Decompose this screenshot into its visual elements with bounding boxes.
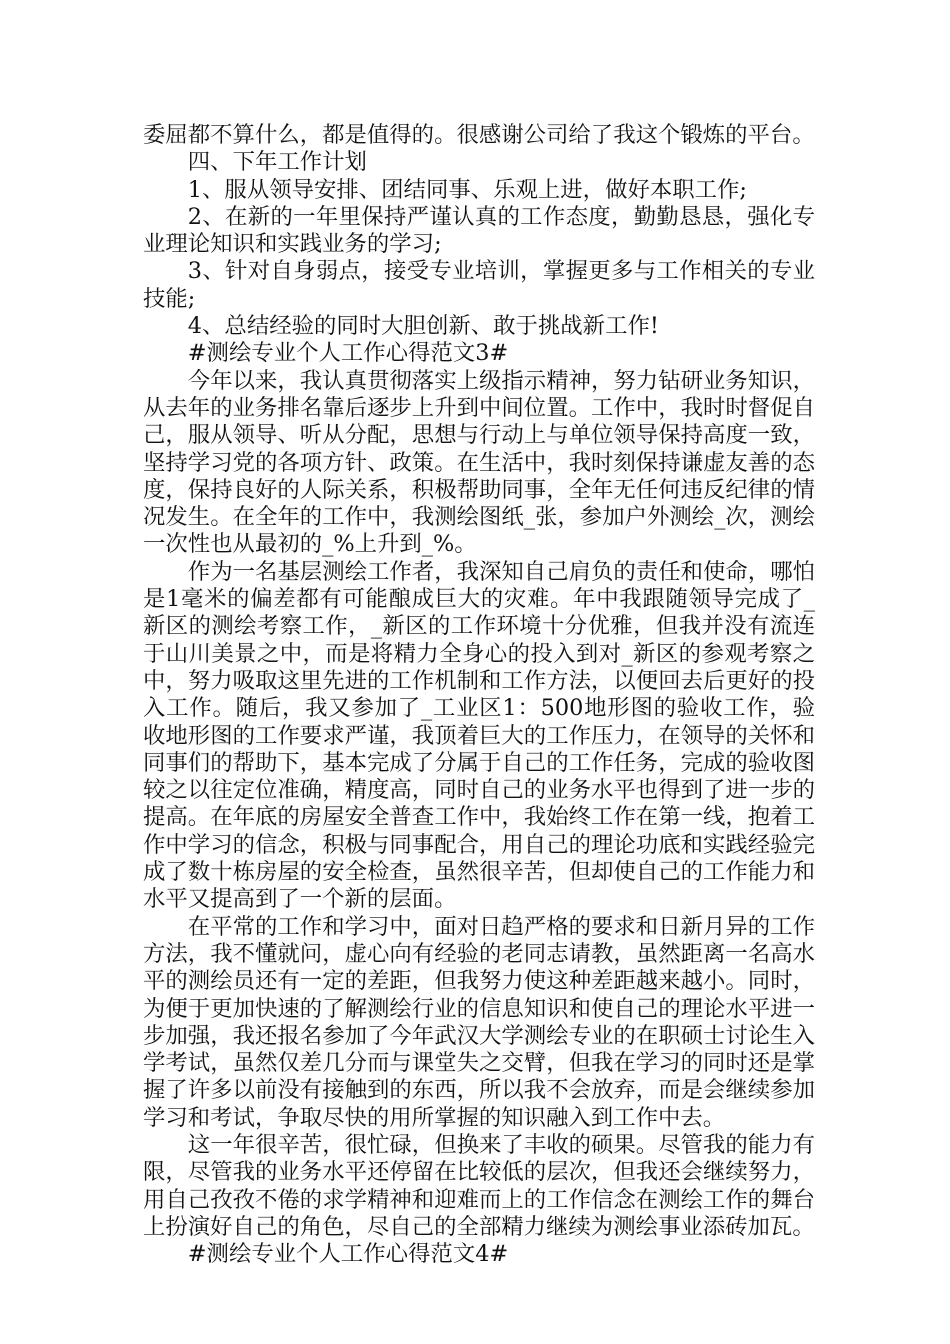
article-title-4: #测绘专业个人工作心得范文4# — [187, 1241, 509, 1268]
body-paragraph: 今年以来，我认真贯彻落实上级指示精神，努力钻研业务知识，从去年的业务排名靠后逐步上升到中间位置。工作中，我时时督促自己，服从领导、听从分配，思想与行动上与单位领导保持高度一致，坚持学习党的各项方针、政策。在生活中，我时刻保持谦虚友善的态度，保持良好的人际关系，积极帮助同事，全年无任何违反纪律的情况发生。在全年的工作中，我测绘图纸_张，参加户外测绘_次，测绘一次性也从最初的_%上升到_%。 — [143, 367, 815, 558]
plan-item: 2、在新的一年里保持严谨认真的工作态度，勤勤恳恳，强化专业理论知识和实践业务的学习; — [143, 203, 815, 258]
paragraph-continuation: 委屈都不算什么，都是值得的。很感谢公司给了我这个锻炼的平台。 — [143, 122, 815, 148]
body-paragraph: 作为一名基层测绘工作者，我深知自己肩负的责任和使命，哪怕是1毫米的偏差都有可能酿成巨大的灾难。年中我跟随领导完成了_新区的测绘考察工作，_新区的工作环境十分优雅，但我并没有流连于山川美景之中，而是将精力全身心的投入到对_新区的参观考察之中，努力吸取这里先进的工作机制和工作方法，以便回去后更好的投入工作。随后，我又参加了_工业区1：500地形图的验收工作，验收地形图的工作要求严谨，我顶着巨大的工作压力，在领导的关怀和同事们的帮助下，基本完成了分属于自己的工作任务，完成的验收图较之以往定位准确，精度高，同时自己的业务水平也得到了进一步的提高。在年底的房屋安全普查工作中，我始终工作在第一线，抱着工作中学习的信念，积极与同事配合，用自己的理论功底和实践经验完成了数十栋房屋的安全检查，虽然很辛苦，但却使自己的工作能力和水平又提高到了一个新的层面。 — [143, 558, 815, 913]
plan-item: 3、针对自身弱点，接受专业培训，掌握更多与工作相关的专业技能; — [143, 258, 815, 312]
article-title-3: #测绘专业个人工作心得范文3# — [187, 340, 509, 367]
body-paragraph: 这一年很辛苦，很忙碌，但换来了丰收的硕果。尽管我的能力有限，尽管我的业务水平还停留在比较低的层次，但我还会继续努力，用自己孜孜不倦的求学精神和迎难而上的工作信念在测绘工作的舞台上扮演好自己的角色，尽自己的全部精力继续为测绘事业添砖加瓦。 — [143, 1131, 815, 1240]
plan-item: 4、总结经验的同时大胆创新、敢于挑战新工作! — [187, 313, 659, 340]
body-paragraph: 在平常的工作和学习中，面对日趋严格的要求和日新月异的工作方法，我不懂就问，虚心向有经验的老同志请教，虽然距离一名高水平的测绘员还有一定的差距，但我努力使这种差距越来越小。同时，为便于更加快速的了解测绘行业的信息知识和使自己的理论水平进一步加强，我还报名参加了今年武汉大学测绘专业的在职硕士讨论生入学考试，虽然仅差几分而与课堂失之交臂，但我在学习的同时还是掌握了许多以前没有接触到的东西，所以我不会放弃，而是会继续参加学习和考试，争取尽快的用所掌握的知识融入到工作中去。 — [143, 913, 815, 1131]
document-body — [143, 122, 815, 1268]
section-heading-plan: 四、下年工作计划 — [187, 149, 367, 176]
plan-item: 1、服从领导安排、团结同事、乐观上进，做好本职工作; — [187, 176, 747, 203]
